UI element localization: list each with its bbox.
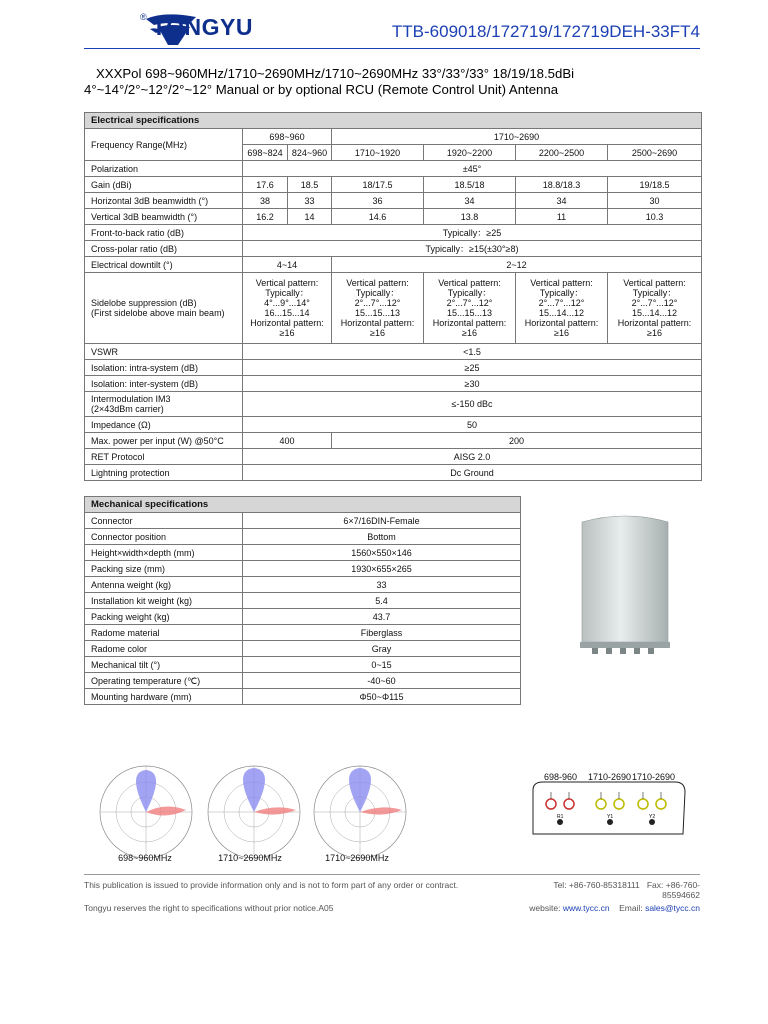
radiation-pattern-icon (310, 762, 410, 862)
mechanical-spec-table (84, 496, 521, 705)
sidelobe-text: ≥16 (647, 328, 662, 338)
ret-value: AISG 2.0 (243, 449, 702, 465)
freq-range-label: Frequency Range(MHz) (85, 129, 243, 161)
mech-label: Installation kit weight (kg) (85, 593, 243, 609)
hbw-value: 36 (332, 193, 424, 209)
mech-label: Height×width×depth (mm) (85, 545, 243, 561)
power-high: 200 (332, 433, 702, 449)
pattern-label: 1710~2690MHz (218, 853, 282, 863)
electrical-spec-table (84, 112, 702, 481)
iso-inter-value: ≥30 (243, 376, 702, 392)
subtitle-line-2: 4°~14°/2°~12°/2°~12° Manual or by optional RCU (Remote Control Unit) Antenna (84, 82, 559, 97)
lightning-label: Lightning protection (85, 465, 243, 481)
vswr-label: VSWR (85, 344, 243, 360)
downtilt-label: Electrical downtilt (°) (85, 257, 243, 273)
mech-value: 33 (243, 577, 521, 593)
sub-band: 1920~2200 (424, 145, 516, 161)
sidelobe-text: Horizontal pattern: (524, 318, 599, 328)
sidelobe-text: Typically： (355, 288, 400, 298)
ret-label: RET Protocol (85, 449, 243, 465)
im3-label-line2: (2×43dBm carrier) (91, 404, 164, 414)
sidelobe-label (85, 273, 243, 344)
sidelobe-text: 16...15...14 (264, 308, 310, 318)
gain-label: Gain (dBi) (85, 177, 243, 193)
gain-value: 18.8/18.3 (516, 177, 608, 193)
model-number: TTB-609018/172719/172719DEH-33FT4 (391, 22, 700, 41)
sidelobe-text: ≥16 (462, 328, 477, 338)
sidelobe-text: Typically： (447, 288, 492, 298)
mech-label: Mechanical tilt (°) (85, 657, 243, 673)
connector-band-label: 1710-2690 (588, 772, 632, 782)
gain-value: 19/18.5 (608, 177, 702, 193)
website-link[interactable]: www.tycc.cn (562, 903, 610, 913)
hbw-value: 33 (288, 193, 332, 209)
ftb-label: Front-to-back ratio (dB) (85, 225, 243, 241)
sidelobe-label-line2: (First sidelobe above main beam) (91, 308, 225, 318)
fax-text: Fax: +86-760-85594662 (646, 880, 700, 900)
brand-name: TONGYU (152, 14, 253, 40)
xpol-value: Typically：≥15(±30°≥8) (243, 241, 702, 257)
tel-text: Tel: +86-760-85318111 (553, 880, 640, 890)
mech-value: 0~15 (243, 657, 521, 673)
hbw-value: 34 (424, 193, 516, 209)
mech-value: Bottom (243, 529, 521, 545)
sidelobe-text: Typically： (265, 288, 309, 298)
vbw-value: 11 (516, 209, 608, 225)
sidelobe-text: Typically： (539, 288, 584, 298)
sidelobe-text: Vertical pattern: (346, 278, 409, 288)
sidelobe-text: Vertical pattern: (438, 278, 501, 288)
vbw-value: 14.6 (332, 209, 424, 225)
mech-label: Connector (85, 513, 243, 529)
mech-label: Packing size (mm) (85, 561, 243, 577)
pattern-label: 698~960MHz (118, 853, 172, 863)
downtilt-high: 2~12 (332, 257, 702, 273)
connector-band-label: 1710-2690 (632, 772, 676, 782)
section-title-electrical: Electrical specifications (85, 113, 702, 129)
sidelobe-text: 15...14...12 (538, 308, 585, 318)
sub-band: 2500~2690 (608, 145, 702, 161)
connector-layout-diagram (525, 770, 690, 840)
vbw-value: 10.3 (608, 209, 702, 225)
xpol-label: Cross-polar ratio (dB) (85, 241, 243, 257)
ftb-value: Typically：≥25 (243, 225, 702, 241)
mech-label: Packing weight (kg) (85, 609, 243, 625)
registered-mark: ® (140, 12, 147, 22)
sidelobe-text: 15...15...13 (354, 308, 401, 318)
sidelobe-cell (608, 273, 702, 344)
vbw-value: 13.8 (424, 209, 516, 225)
mech-label: Antenna weight (kg) (85, 577, 243, 593)
iso-inter-label: Isolation: inter-system (dB) (85, 376, 243, 392)
gain-value: 18.5/18 (424, 177, 516, 193)
im3-value: ≤-150 dBc (243, 392, 702, 417)
sub-band: 2200~2500 (516, 145, 608, 161)
mech-value: Φ50~Φ115 (243, 689, 521, 705)
sidelobe-text: 15...14...12 (631, 308, 678, 318)
impedance-value: 50 (243, 417, 702, 433)
polarization-label: Polarization (85, 161, 243, 177)
iso-intra-value: ≥25 (243, 360, 702, 376)
section-title-mechanical: Mechanical specifications (85, 497, 521, 513)
disclaimer-text: Tongyu reserves the right to specifications without prior notice.A05 (84, 903, 334, 913)
power-low: 400 (243, 433, 332, 449)
sidelobe-text: Vertical pattern: (623, 278, 686, 288)
mech-value: 6×7/16DIN-Female (243, 513, 521, 529)
sidelobe-text: ≥16 (279, 328, 295, 338)
port-label: R1 (557, 814, 564, 820)
sub-band: 824~960 (288, 145, 332, 161)
vbw-value: 16.2 (243, 209, 288, 225)
sidelobe-text: 2°...7°...12° (631, 298, 678, 308)
hbw-value: 38 (243, 193, 288, 209)
port-label: Y2 (649, 814, 656, 820)
sidelobe-text: Horizontal pattern: (432, 318, 507, 328)
radiation-pattern-icon (204, 762, 304, 862)
sidelobe-text: 2°...7°...12° (446, 298, 493, 308)
mech-value: Fiberglass (243, 625, 521, 641)
contact-phone (520, 880, 700, 900)
vswr-value: <1.5 (243, 344, 702, 360)
sidelobe-cell (516, 273, 608, 344)
gain-value: 17.6 (243, 177, 288, 193)
connector-icon (546, 799, 666, 825)
sidelobe-text: ≥16 (370, 328, 385, 338)
gain-value: 18.5 (288, 177, 332, 193)
email-label: Email: (619, 903, 643, 913)
mech-label: Radome color (85, 641, 243, 657)
radiation-pattern-icon (96, 762, 196, 862)
sidelobe-cell (424, 273, 516, 344)
polarization-value: ±45° (243, 161, 702, 177)
sidelobe-text: Typically： (632, 288, 677, 298)
vbw-label: Vertical 3dB beamwidth (°) (85, 209, 243, 225)
impedance-label: Impedance (Ω) (85, 417, 243, 433)
sidelobe-text: Vertical pattern: (530, 278, 593, 288)
mech-label: Radome material (85, 625, 243, 641)
header-divider (84, 48, 700, 49)
band-high: 1710~2690 (332, 129, 702, 145)
mech-value: 1930×655×265 (243, 561, 521, 577)
sidelobe-cell (332, 273, 424, 344)
antenna-product-image (570, 510, 680, 660)
iso-intra-label: Isolation: intra-system (dB) (85, 360, 243, 376)
mech-value: 43.7 (243, 609, 521, 625)
email-link[interactable]: sales@tycc.cn (645, 903, 700, 913)
pattern-label: 1710~2690MHz (325, 853, 389, 863)
footer-divider (84, 874, 700, 875)
gain-value: 18/17.5 (332, 177, 424, 193)
mech-value: 5.4 (243, 593, 521, 609)
mech-value: -40~60 (243, 673, 521, 689)
hbw-value: 34 (516, 193, 608, 209)
sidelobe-text: Horizontal pattern: (617, 318, 692, 328)
vbw-value: 14 (288, 209, 332, 225)
website-label: website: (529, 903, 561, 913)
hbw-label: Horizontal 3dB beamwidth (°) (85, 193, 243, 209)
im3-label (85, 392, 243, 417)
downtilt-low: 4~14 (243, 257, 332, 273)
port-label: Y1 (607, 814, 614, 820)
mech-value: 1560×550×146 (243, 545, 521, 561)
disclaimer-text: This publication is issued to provide information only and is not to form part of any order or contract. (84, 880, 459, 890)
power-label: Max. power per input (W) @50°C (85, 433, 243, 449)
sub-band: 698~824 (243, 145, 288, 161)
sidelobe-text: ≥16 (554, 328, 569, 338)
im3-label-line1: Intermodulation IM3 (91, 394, 171, 404)
mech-label: Mounting hardware (mm) (85, 689, 243, 705)
sidelobe-text: 2°...7°...12° (354, 298, 401, 308)
sidelobe-text: Vertical pattern: (255, 278, 319, 288)
sidelobe-text: 15...15...13 (446, 308, 493, 318)
sidelobe-text: 2°...7°...12° (538, 298, 585, 308)
sidelobe-text: Horizontal pattern: (250, 318, 324, 328)
subtitle-line-1: XXXPol 698~960MHz/1710~2690MHz/1710~2690MHz 33°/33°/33° 18/19/18.5dBi (96, 66, 575, 81)
mech-label: Connector position (85, 529, 243, 545)
mech-value: Gray (243, 641, 521, 657)
sidelobe-text: 4°...9°...14° (264, 298, 310, 308)
sidelobe-cell (243, 273, 332, 344)
lightning-value: Dc Ground (243, 465, 702, 481)
sub-band: 1710~1920 (332, 145, 424, 161)
band-low: 698~960 (243, 129, 332, 145)
contact-web (480, 903, 700, 913)
product-subtitle (84, 66, 704, 98)
connector-band-label: 698-960 (544, 772, 578, 782)
sidelobe-text: Horizontal pattern: (340, 318, 415, 328)
hbw-value: 30 (608, 193, 702, 209)
sidelobe-label-line1: Sidelobe suppression (dB) (91, 298, 197, 308)
mech-label: Operating temperature (℃) (85, 673, 243, 689)
